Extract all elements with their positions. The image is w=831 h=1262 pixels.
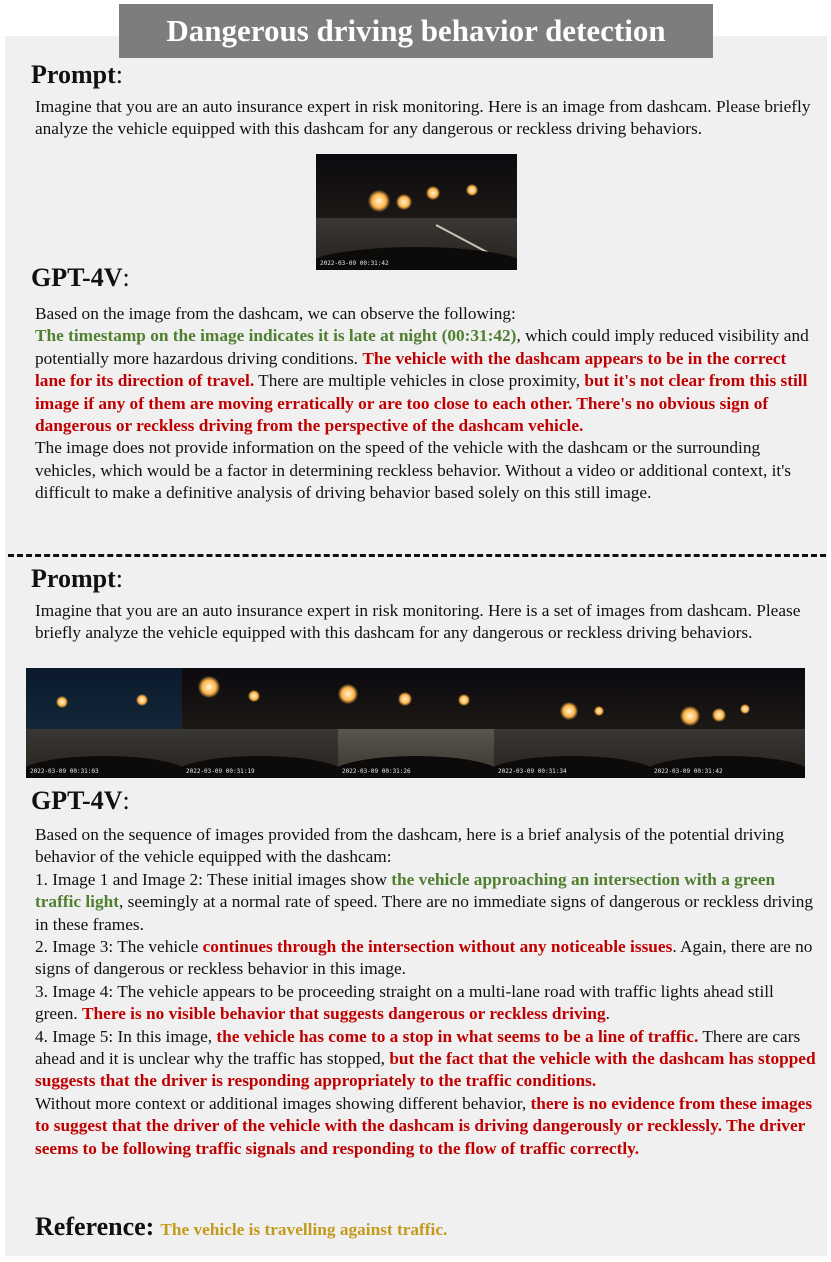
prompt-text-1: Imagine that you are an auto insurance expert in risk monitoring. Here is an image from dashcam. Please briefly analyze the vehicle equipped with this dashcam for any dangerous or reckless driving behaviors. (35, 97, 811, 139)
response-text-2 (35, 824, 820, 1160)
frame-2-timestamp: 2022-03-09 00:31:19 (186, 768, 255, 775)
analysis-item-1: 1. Image 1 and Image 2: These initial images show the vehicle approaching an intersection with a green traffic light, seemingly at a normal rate of speed. There are no immediate signs of dangerous or reckless driving in these frames. (35, 869, 814, 934)
section-divider (8, 554, 826, 557)
analysis-item-3: 3. Image 4: The vehicle appears to be proceeding straight on a multi-lane road with traffic lights ahead still green. There is no visible behavior that suggests dangerous or reckless driving. (35, 981, 774, 1024)
dashcam-frame-2 (182, 668, 338, 778)
frame-4-timestamp: 2022-03-09 00:31:34 (498, 768, 567, 775)
reference (35, 1212, 447, 1242)
response-paragraph-1: The timestamp on the image indicates it is late at night (00:31:42), which could imply reduced visibility and potentially more hazardous driving conditions. The vehicle with the dashcam appears to be in the correct lane for its direction of travel. There are multiple vehicles in close proximity, but it's not clear from this still image if any of them are moving erratically or are too close to each other. There's no obvious sign of dangerous or reckless driving from the perspective of the dashcam vehicle. (35, 326, 809, 436)
image-timestamp: 2022-03-09 00:31:42 (320, 260, 389, 267)
prompt-heading-2: Prompt: (31, 564, 123, 593)
figure-title: Dangerous driving behavior detection (119, 4, 713, 58)
analysis-conclusion: Without more context or additional images showing different behavior, there is no evidence from these images to suggest that the driver of the vehicle with the dashcam is driving dangerously or recklessly. The driver seems to be following traffic signals and responding to the flow of traffic correctly. (35, 1093, 813, 1158)
response-heading-1: GPT-4V: (31, 263, 130, 292)
dashcam-frame-3 (338, 668, 494, 778)
analysis-item-4: 4. Image 5: In this image, the vehicle has come to a stop in what seems to be a line of traffic. There are cars ahead and it is unclear why the traffic has stopped, but the fact that the vehicle with the dashcam has stopped suggests that the driver is responding appropriately to the traffic conditions. (35, 1026, 816, 1091)
analysis-item-2: 2. Image 3: The vehicle continues through the intersection without any noticeable issues. Again, there are no signs of dangerous or reckless behavior in this image. (35, 937, 813, 979)
response-heading-2: GPT-4V: (31, 786, 130, 815)
response-label-1: GPT-4V (31, 263, 123, 292)
frame-3-timestamp: 2022-03-09 00:31:26 (342, 768, 411, 775)
response-label-2: GPT-4V (31, 786, 123, 815)
prompt-text-2: Imagine that you are an auto insurance expert in risk monitoring. Here is a set of images from dashcam. Please briefly analyze the vehicle equipped with this dashcam for any dangerous or reckless driving behaviors. (35, 601, 801, 643)
dashcam-frame-1 (26, 668, 182, 778)
reference-label: Reference: (35, 1212, 155, 1241)
response-intro-1: Based on the image from the dashcam, we can observe the following: (35, 304, 516, 323)
prompt-heading-1: Prompt: (31, 60, 123, 89)
prompt-label-1: Prompt (31, 60, 116, 89)
dashcam-image-single (316, 154, 517, 270)
dashcam-frame-5 (650, 668, 805, 778)
frame-1-timestamp: 2022-03-09 00:31:03 (30, 768, 99, 775)
response-intro-2: Based on the sequence of images provided from the dashcam, here is a brief analysis of the potential driving behavior of the vehicle equipped with the dashcam: (35, 825, 785, 867)
dashcam-frame-4 (494, 668, 650, 778)
frame-5-timestamp: 2022-03-09 00:31:42 (654, 768, 723, 775)
reference-answer: The vehicle is travelling against traffic. (160, 1220, 448, 1239)
response-paragraph-2: The image does not provide information on the speed of the vehicle with the dashcam or the surrounding vehicles, which would be a factor in determining reckless behavior. Without a video or additional context, it's difficult to make a definitive analysis of driving behavior based solely on this still image. (35, 438, 792, 503)
response-text-1 (35, 303, 820, 505)
prompt-label-2: Prompt (31, 564, 116, 593)
